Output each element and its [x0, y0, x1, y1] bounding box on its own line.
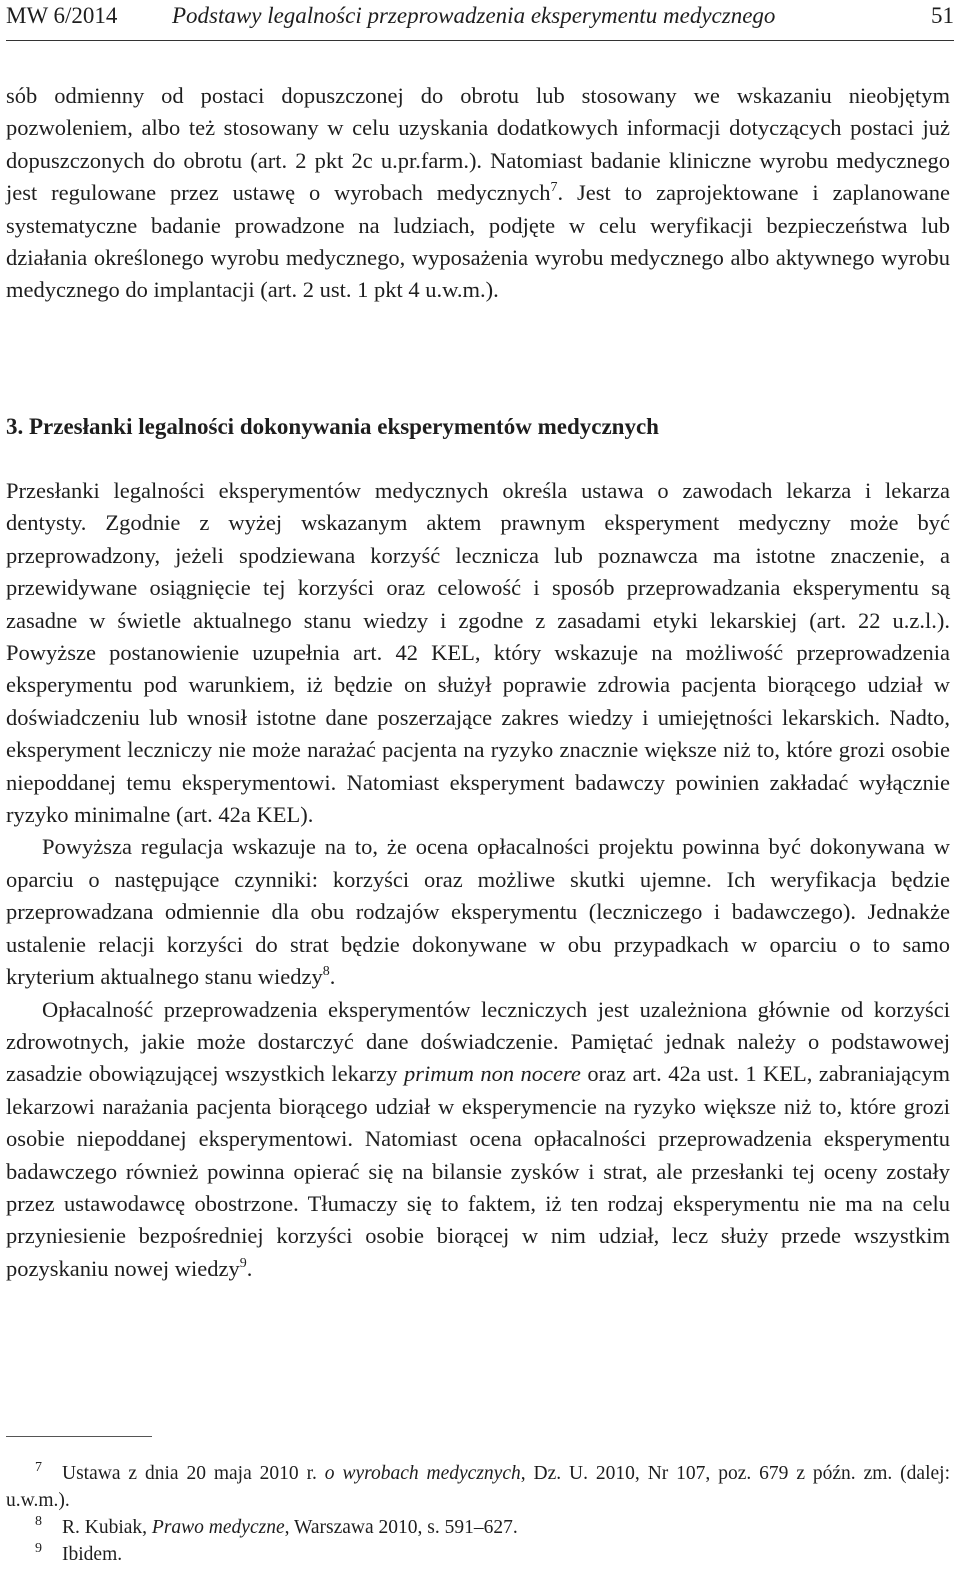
section-body — [6, 475, 950, 1285]
footnote-9: 9 Ibidem. — [35, 1541, 123, 1565]
paragraph-text: oraz art. 42a ust. 1 KEL, zabraniającym lekarzowi narażania pacjenta biorącego udział w eksperymencie na ryzyko większe niż to, które grozi osobie niepoddanej eksperymentowi. Natomiast ocena opłacalności przeprowadzenia eksperymentu badawczego również powinna opierać się na bilansie zysków i strat, ale przesłanki tej oceny zostały przez ustawodawcę obostrzone. Tłumaczy się to faktem, iż ten rodzaj eksperymentu nie ma na celu przyniesienie bezpośredniej korzyści osobie biorącej w nim udział, lecz służy przede wszystkim pozyskaniu nowej wiedzy — [6, 1061, 950, 1281]
footnote-ref-7[interactable]: 7 — [550, 180, 558, 196]
footnote-italic: o wyrobach medycznych — [324, 1463, 521, 1484]
footnote-text: , Dz. U. 2010, Nr 107, poz. 679 z późn. zm. (dalej: u.w.m.). — [6, 1463, 950, 1511]
paragraph-2 — [6, 831, 950, 993]
paragraph-text: Powyższa regulacja wskazuje na to, że ocena opłacalności projektu powinna być dokonywana w oparciu o następujące czynniki: korzyści oraz możliwe skutki ujemne. Ich weryfikacja będzie przeprowadzana odmiennie dla obu rodzajów eksperymentu (leczniczego i badawczego). Jednakże ustalenie relacji korzyści do strat będzie dokonywane w obu przypadkach w oparciu o to samo kryterium aktualnego stanu wiedzy — [6, 834, 950, 990]
paragraph-text: Opłacalność przeprowadzenia eksperymentów leczniczych jest uzależniona głównie od korzyści zdrowotnych, jakie może dostarczyć dane doświadczenie. Pamiętać jednak należy o podstawowej zasadzie obowiązującej wszystkich lekarzy — [6, 996, 950, 1087]
running-title: Podstawy legalności przeprowadzenia eksperymentu medycznego — [172, 3, 776, 28]
footnotes — [6, 1460, 950, 1568]
paragraph-continued — [6, 80, 950, 307]
paragraph-text: . Jest to zaprojektowane i zaplanowane systematyczne badanie prowadzone na ludziach, podjęte w celu weryfikacji bezpieczeństwa lub działania określonego wyrobu medycznego, wyposażenia wyrobu medycznego albo aktywnego wyrobu medycznego do implantacji (art. 2 ust. 1 pkt 4 u.w.m.). — [6, 180, 950, 303]
continued-paragraph-block — [6, 80, 950, 307]
journal-issue: MW 6/2014 — [6, 3, 118, 28]
footnote-text: R. Kubiak, — [62, 1517, 152, 1538]
footnote-italic: Prawo medyczne — [151, 1517, 285, 1538]
footnote-ref-8[interactable]: 8 — [322, 964, 330, 980]
paragraph-text: . — [329, 964, 336, 990]
footnote-7: 7 Ustawa z dnia 20 maja 2010 r. o wyrobach medycznych, Dz. U. 2010, Nr 107, poz. 679 z późn. zm. (dalej: u.w.m.). — [6, 1460, 950, 1511]
paragraph-text: sób odmienny od postaci dopuszczonej do obrotu lub stosowany we wskazaniu nieobjętym pozwoleniem, albo też stosowany w celu uzyskania dodatkowych informacji dotyczących postaci już dopuszczonych do obrotu (art. 2 pkt 2c u.pr.farm.). Natomiast badanie kliniczne wyrobu medycznego jest regulowane przez ustawę o wyrobach medycznych — [6, 83, 950, 206]
footnote-text: Ustawa z dnia 20 maja 2010 r. — [62, 1463, 325, 1484]
paragraph-1: Przesłanki legalności eksperymentów medycznych określa ustawa o zawodach lekarza i lekarza dentysty. Zgodnie z wyżej wskazanym aktem prawnym eksperyment medyczny może być przeprowadzony, jeżeli spodziewana korzyść lecznicza lub poznawcza ma istotne znaczenie, a przewidywane osiągnięcie tej korzyści oraz celowość i sposób przeprowadzania eksperymentu są zasadne w świetle aktualnego stanu wiedzy i zgodne z zasadami etyki lekarskiej (art. 22 u.z.l.). Powyższe postanowienie uzupełnia art. 42 KEL, który wskazuje na możliwość przeprowadzenia eksperymentu pod warunkiem, iż będzie on służył poprawie zdrowia pacjenta biorącego udział w doświadczeniu lub wnosił istotne dane poszerzające zakres wiedzy i umiejętności lekarskich. Nadto, eksperyment leczniczy nie może narażać pacjenta na ryzyko znacznie większe niż to, które grozi osobie niepoddanej temu eksperymentowi. Natomiast eksperyment badawczy powinien zakładać wyłącznie ryzyko minimalne (art. 42a KEL). — [6, 478, 950, 828]
footnote-ref-9[interactable]: 9 — [239, 1255, 247, 1271]
footnote-separator — [6, 1436, 152, 1437]
latin-phrase: primum non nocere — [403, 1061, 581, 1087]
footnote-8: 8 R. Kubiak, Prawo medyczne, Warszawa 2010, s. 591–627. — [35, 1514, 518, 1538]
running-header — [6, 0, 954, 41]
section-heading: 3. Przesłanki legalności dokonywania eksperymentów medycznych — [6, 414, 659, 439]
page-number: 51 — [931, 3, 954, 28]
footnote-text: Ibidem. — [62, 1544, 123, 1565]
footnote-text: , Warszawa 2010, s. 591–627. — [284, 1517, 518, 1538]
paragraph-text: . — [246, 1255, 253, 1281]
paragraph-3 — [6, 994, 950, 1286]
